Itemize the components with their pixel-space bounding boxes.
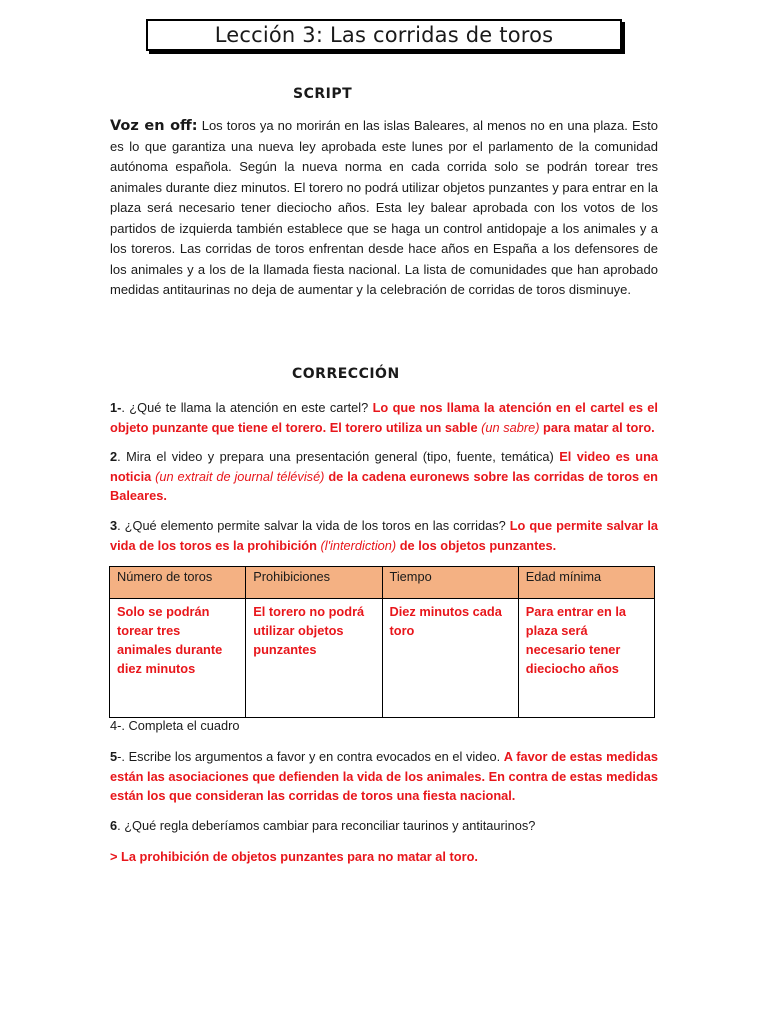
answer-text: para matar al toro. [539,419,655,435]
translation-note: (un extrait de journal télévisé) [155,468,325,484]
question-4: 4-. Completa el cuadro [110,718,240,733]
script-heading: SCRIPT [293,86,353,102]
question-text: -. Escribe los argumentos a favor y en contra evocados en el video. [117,749,504,764]
question-text: . ¿Qué regla deberíamos cambiar para reconciliar taurinos y antitaurinos? [117,818,536,833]
script-lead: Voz en off: [110,118,198,134]
translation-note: (l'interdiction) [320,537,397,553]
translation-note: (un sabre) [481,419,540,435]
question-number: 2 [110,449,118,464]
lesson-title-box [146,19,622,51]
table-cell: Diez minutos cada toro [382,599,518,718]
question-2 [110,447,658,506]
table-header-cell: Tiempo [382,567,518,599]
table-row [110,599,655,718]
table-header-cell: Prohibiciones [246,567,382,599]
answer-text: de la cadena euronews sobre las corridas de toros en Baleares. [110,468,659,503]
question-text: . Mira el video y prepara una presentación general (tipo, fuente, temática) [117,449,560,464]
answer-text: A favor de estas medidas están las asociaciones que defienden la vida de los animales. En contra de estas medidas están los que consideran las corridas de toros una fiesta nacional. [110,749,658,803]
answer-text: > La prohibición de objetos punzantes para no matar al toro. [110,849,478,864]
question-number: 6 [110,818,118,833]
table-header-cell: Edad mínima [518,567,654,599]
table-cell: El torero no podrá utilizar objetos punzantes [246,599,382,718]
script-text: Los toros ya no morirán en las islas Baleares, al menos no en una plaza. Esto es lo que garantiza una nueva ley aprobada este lunes por el parlamento de la comunidad autónoma española. Según la nueva norma en cada corrida solo se podrán torear tres animales durante diez minutos. El torero no podrá utilizar objetos punzantes y para entrar en la plaza será necesario tener dieciocho años. Esta ley balear aprobada con los votos de los partidos de izquierda también establece que se haga un control antidopaje a los animales y a los toreros. Las corridas de toros enfrentan desde hace años en España a los defensores de los animales y a los de la llamada fiesta nacional. La lista de comunidades que han aprobado medidas antitaurinas no deja de aumentar y la celebración de corridas de toros disminuye. [110,118,659,297]
answer-text: de los objetos punzantes. [396,537,557,553]
script-paragraph [110,116,658,301]
answer-text: El video es una noticia [110,449,659,484]
question-text: . ¿Qué elemento permite salvar la vida de los toros en las corridas? [117,518,510,533]
correction-heading: CORRECCIÓN [292,366,400,382]
question-3 [110,516,658,555]
table-cell: Solo se podrán torear tres animales durante diez minutos [110,599,246,718]
table-cell: Para entrar en la plaza será necesario tener dieciocho años [518,599,654,718]
question-5 [110,747,658,806]
question-6-answer [110,847,658,867]
question-6 [110,816,658,836]
answer-text: Lo que permite salvar la vida de los toros es la prohibición [110,518,658,553]
question-text: . ¿Qué te llama la atención en este cartel? [121,400,373,415]
answer-text: Lo que nos llama la atención en el cartel es el objeto punzante que tiene el torero. El torero utiliza un sable [110,400,658,435]
question-1 [110,398,658,437]
lesson-title: Lección 3: Las corridas de toros [214,23,554,47]
question-number: 1- [110,400,122,415]
table-header-cell: Número de toros [110,567,246,599]
table-header-row [110,567,655,599]
summary-table [109,566,655,718]
question-number: 5 [110,749,118,764]
question-number: 3 [110,518,118,533]
